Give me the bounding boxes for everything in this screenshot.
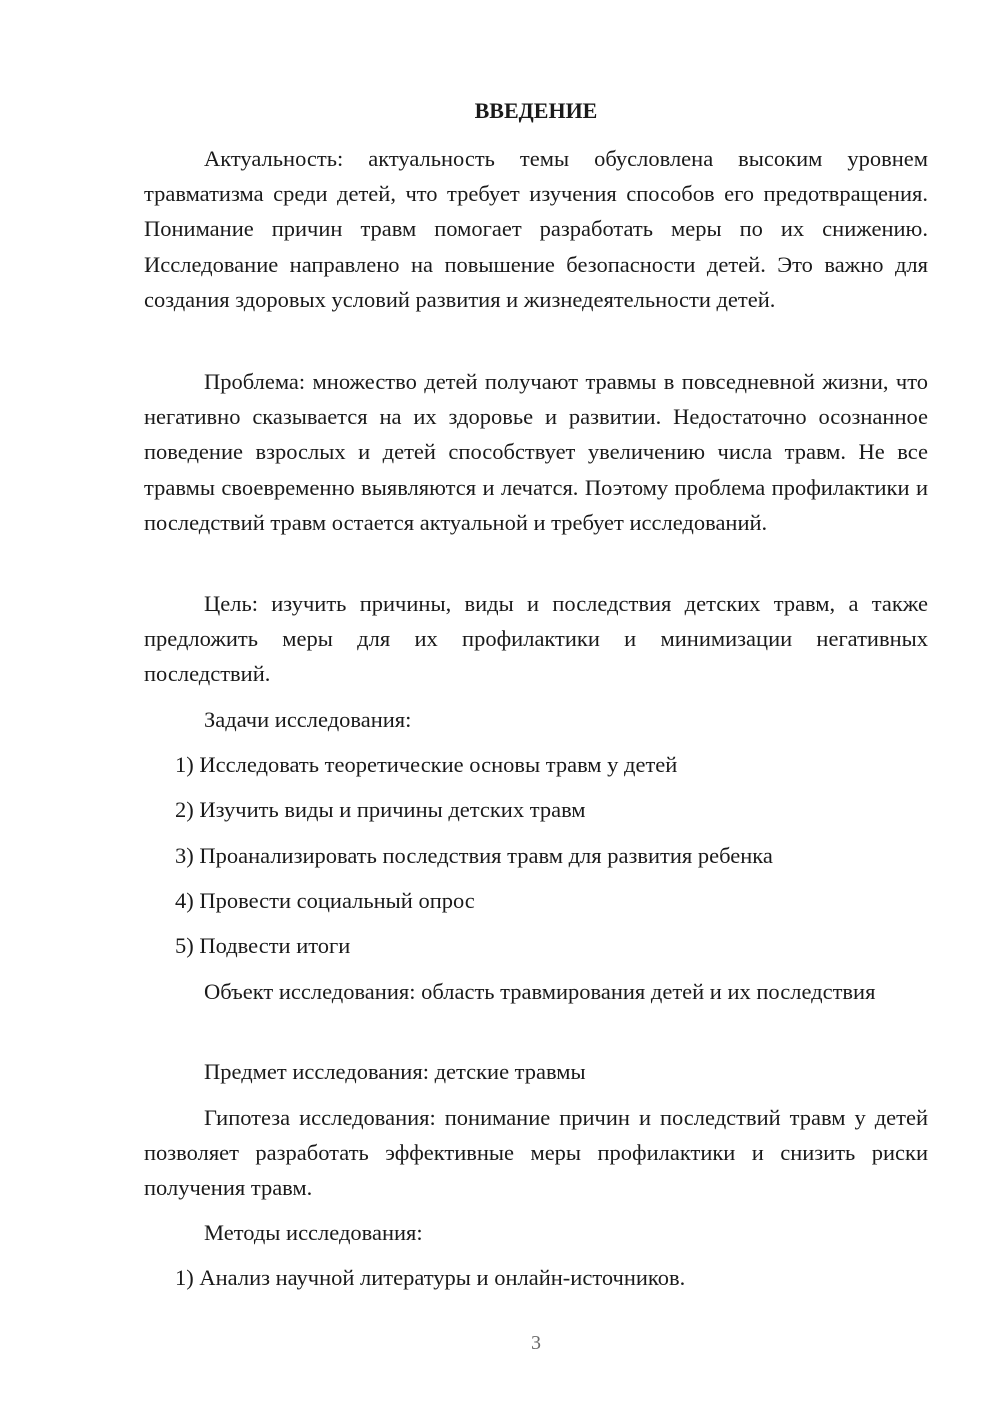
tasks-heading: Задачи исследования: [204,707,412,732]
task-item: 5) Подвести итоги [175,933,351,958]
subject-paragraph: Предмет исследования: детские травмы [204,1059,586,1084]
method-item: 1) Анализ научной литературы и онлайн-источников. [175,1265,686,1290]
relevance-paragraph: Актуальность: актуальность темы обусловлена высоким уровнем травматизма среди детей, что требует изучения способов его предотвращения. Понимание причин травм помогает разработать меры по их снижению. Исследование направлено на повышение безопасности детей. Это важно для создания здоровых условий развития и жизнедеятельности детей. [144,146,928,312]
page-number: 3 [531,1332,541,1354]
hypothesis-paragraph: Гипотеза исследования: понимание причин и последствий травм у детей позволяет разработать эффективные меры профилактики и снизить риски получения травм. [144,1105,928,1201]
methods-heading: Методы исследования: [204,1220,423,1245]
task-item: 4) Провести социальный опрос [175,888,475,913]
section-title: ВВЕДЕНИЕ [474,98,598,123]
task-item: 2) Изучить виды и причины детских травм [175,797,586,822]
task-item: 1) Исследовать теоретические основы травм у детей [175,752,678,777]
goal-paragraph: Цель: изучить причины, виды и последствия детских травм, а также предложить меры для их профилактики и минимизации негативных последствий. [144,591,928,687]
task-item: 3) Проанализировать последствия травм для развития ребенка [175,843,773,868]
object-paragraph: Объект исследования: область травмирования детей и их последствия [204,979,876,1004]
problem-paragraph: Проблема: множество детей получают травмы в повседневной жизни, что негативно сказывается на их здоровье и развитии. Недостаточно осознанное поведение взрослых и детей способствует увеличению числа травм. Не все травмы своевременно выявляются и лечатся. Поэтому проблема профилактики и последствий травм остается актуальной и требует исследований. [144,369,928,535]
